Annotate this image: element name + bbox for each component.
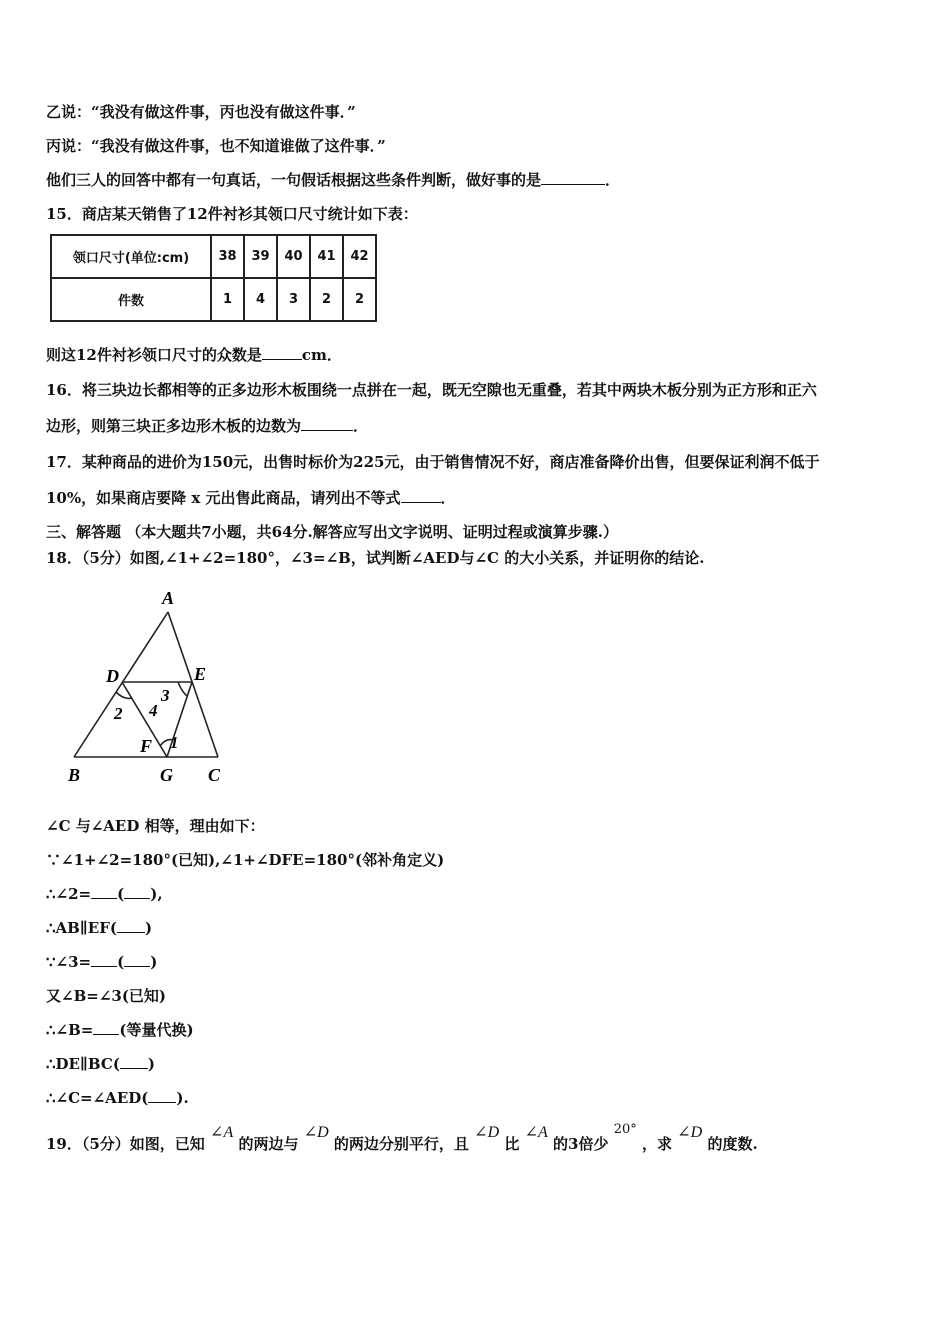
proof-text: ). — [176, 1089, 189, 1107]
conclusion-text: 他们三人的回答中都有一句真话，一句假话根据这些条件判断，做好事的是 — [46, 171, 542, 189]
proof-line — [46, 884, 163, 904]
question-15-answer — [46, 345, 342, 365]
proof-line: ∵∠1+∠2=180°(已知),∠1+∠DFE=180°(邻补角定义) — [46, 851, 445, 869]
table-cell: 4 — [244, 278, 277, 321]
answer-blank[interactable] — [117, 918, 145, 933]
q15-unit: cm． — [301, 346, 342, 364]
statement-bing: 丙说：“我没有做这件事，也不知道谁做了这件事．” — [46, 137, 386, 155]
label-angle-2: 2 — [114, 704, 123, 723]
table-cell: 3 — [277, 278, 310, 321]
question-18: 18．（5分）如图,∠1+∠2=180°，∠3=∠B，试判断∠AED与∠C 的大小关系，并证明你的结论. — [46, 549, 705, 567]
statement-yi: 乙说：“我没有做这件事，丙也没有做这件事．” — [46, 103, 356, 121]
label-b: B — [68, 765, 81, 785]
question-17-line1: 17．某种商品的进价为150元，出售时标价为225元，由于销售情况不好，商店准备降价出售，但要保证利润不低于 — [46, 453, 820, 471]
answer-blank[interactable] — [91, 884, 117, 899]
table-cell: 1 — [211, 278, 244, 321]
conclusion-line — [46, 170, 620, 190]
proof-text: ) — [147, 1055, 156, 1073]
q19-text: 的3倍少 — [553, 1135, 609, 1153]
answer-blank[interactable] — [124, 884, 150, 899]
q19-text: 的两边分别平行，且 — [333, 1135, 469, 1153]
table-count-label: 件数 — [51, 278, 211, 321]
proof-line — [46, 918, 152, 938]
section-heading: 三、解答题 （本大题共7小题，共64分.解答应写出文字说明、证明过程或演算步骤.） — [46, 523, 618, 541]
table-row-counts — [51, 278, 376, 321]
proof-text: ( — [117, 885, 125, 903]
answer-blank[interactable] — [120, 1054, 148, 1069]
proof-text: ∴∠2= — [46, 885, 92, 903]
answer-blank[interactable] — [148, 1088, 176, 1103]
proof-line: ∠C 与∠AED 相等，理由如下： — [46, 817, 265, 835]
proof-line — [46, 1088, 189, 1108]
table-row-sizes — [51, 235, 376, 278]
collar-size-table — [50, 234, 377, 322]
label-c: C — [208, 765, 221, 785]
q16-text: 边形，则第三块正多边形木板的边数为 — [46, 417, 302, 435]
table-cell: 2 — [310, 278, 343, 321]
answer-blank[interactable] — [124, 952, 150, 967]
proof-line — [46, 1054, 155, 1074]
label-angle-4: 4 — [149, 701, 158, 720]
answer-blank[interactable] — [301, 416, 353, 431]
label-d: D — [106, 666, 119, 686]
proof-text: ∴DE∥BC( — [46, 1055, 120, 1073]
label-e: E — [194, 664, 207, 684]
angle-3-arc — [178, 682, 187, 696]
question-19 — [46, 1122, 758, 1156]
proof-text: (等量代换) — [119, 1021, 194, 1039]
table-cell: 41 — [310, 235, 343, 278]
table-cell: 40 — [277, 235, 310, 278]
q19-text: 的两边与 — [238, 1135, 299, 1153]
q17-end: ． — [440, 489, 456, 507]
q19-text: 19．（5分）如图，已知 — [46, 1135, 205, 1153]
q19-text: 的度数. — [707, 1135, 758, 1153]
angle-d-symbol: ∠D — [474, 1124, 500, 1141]
triangle-figure — [60, 582, 240, 792]
answer-blank[interactable] — [91, 952, 117, 967]
proof-text: ∵∠3= — [46, 953, 92, 971]
q19-text: 比 — [504, 1135, 520, 1153]
conclusion-end: ． — [605, 171, 621, 189]
angle-d-symbol: ∠D — [303, 1124, 329, 1141]
label-f: F — [140, 736, 153, 756]
answer-blank[interactable] — [262, 345, 302, 360]
answer-blank[interactable] — [401, 488, 441, 503]
degree-value: 20° — [613, 1122, 637, 1137]
label-angle-1: 1 — [170, 733, 179, 752]
proof-line: 又∠B=∠3(已知) — [46, 987, 167, 1005]
proof-text: ( — [117, 953, 125, 971]
question-15: 15．商店某天销售了12件衬衫其领口尺寸统计如下表： — [46, 205, 418, 223]
q17-text: 10%，如果商店要降 x 元出售此商品，请列出不等式 — [46, 489, 401, 507]
proof-text: ∴∠B= — [46, 1021, 94, 1039]
proof-text: ∴AB∥EF( — [46, 919, 117, 937]
table-cell: 38 — [211, 235, 244, 278]
angle-a-symbol: ∠A — [210, 1124, 234, 1141]
label-g: G — [160, 765, 173, 785]
proof-text: ) — [150, 953, 158, 971]
table-cell: 42 — [343, 235, 376, 278]
q15-text: 则这12件衬衫领口尺寸的众数是 — [46, 346, 262, 364]
proof-text: ), — [150, 885, 163, 903]
angle-d-symbol: ∠D — [677, 1124, 703, 1141]
answer-blank[interactable] — [93, 1020, 119, 1035]
label-a: A — [162, 588, 175, 608]
question-16-line2 — [46, 416, 368, 436]
table-header-label: 领口尺寸(单位:cm) — [51, 235, 211, 278]
proof-line — [46, 1020, 194, 1040]
proof-text: ) — [144, 919, 153, 937]
table-cell: 39 — [244, 235, 277, 278]
proof-line — [46, 952, 157, 972]
angle-a-symbol: ∠A — [524, 1124, 548, 1141]
question-16-line1: 16．将三块边长都相等的正多边形木板围绕一点拼在一起，既无空隙也无重叠，若其中两块木板分别为正方形和正六 — [46, 381, 817, 399]
proof-text: ∴∠C=∠AED( — [46, 1089, 149, 1107]
q19-text: ，求 — [642, 1135, 673, 1153]
question-17-line2 — [46, 488, 456, 508]
table-cell: 2 — [343, 278, 376, 321]
q16-end: ． — [353, 417, 369, 435]
label-angle-3: 3 — [161, 686, 170, 705]
answer-blank[interactable] — [541, 170, 605, 185]
